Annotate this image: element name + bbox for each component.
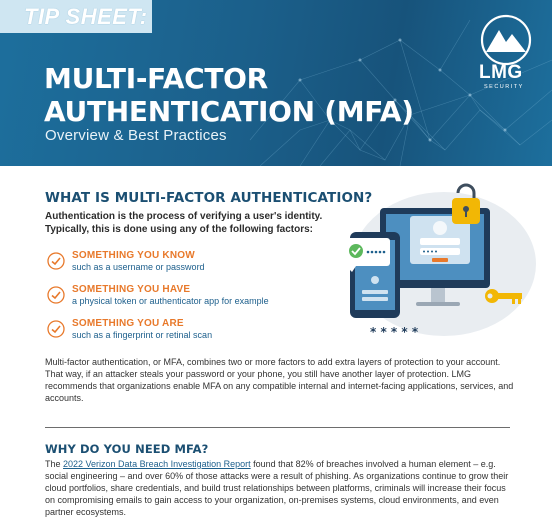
check-circle-icon [47, 252, 65, 270]
factor-description: a physical token or authenticator app for example [72, 296, 269, 306]
factor-title: SOMETHING YOU KNOW [72, 250, 195, 261]
mfa-explanation-paragraph: Multi-factor authentication, or MFA, combines two or more factors to add extra layers of protection to your account. That way, if an attacker steals your password or your phone, you still have another layer of protection. LMG recommends that organizations enable MFA on any compatible internal and internet-facing applications, services, and accounts. [45, 357, 514, 403]
intro-line-2: Typically, this is done using any of the following factors: [45, 224, 313, 235]
page-title [44, 62, 414, 128]
logo-subtext: SECURITY [484, 84, 524, 90]
logo-text: LMG [479, 62, 523, 83]
mfa-illustration [336, 178, 536, 338]
phone-icon [342, 232, 400, 318]
title-line-1: MULTI-FACTOR [44, 62, 268, 95]
header-banner [0, 0, 552, 166]
section-heading-what-is-mfa: WHAT IS MULTI-FACTOR AUTHENTICATION? [45, 190, 373, 206]
tip-sheet-tag [0, 0, 152, 33]
factor-description: such as a fingerprint or retinal scan [72, 330, 213, 340]
factor-title: SOMETHING YOU HAVE [72, 284, 191, 295]
check-circle-icon [47, 286, 65, 304]
why-mfa-paragraph [45, 458, 515, 518]
check-circle-icon [47, 320, 65, 338]
intro-line-1: Authentication is the process of verifying a user's identity. [45, 211, 323, 222]
why-mfa-prefix: The [45, 459, 64, 469]
page-subtitle: Overview & Best Practices [45, 127, 227, 144]
factor-title: SOMETHING YOU ARE [72, 318, 184, 329]
verizon-report-link[interactable]: 2022 Verizon Data Breach Investigation Report [63, 459, 251, 469]
title-line-2: AUTHENTICATION (MFA) [44, 95, 414, 128]
section-divider [45, 427, 510, 428]
padlock-icon [452, 185, 480, 224]
intro-text [45, 210, 335, 236]
password-mask-text: * * * * * [370, 325, 419, 338]
section-heading-why-mfa: WHY DO YOU NEED MFA? [45, 442, 209, 456]
factor-description: such as a username or password [72, 262, 205, 272]
why-mfa-text: found that 82% of breaches involved a human element – e.g. social engineering – and over 60% of those attacks were a result of phishing. As organizations continue to grow their cloud portfolios, share credentials, and build trust relationships between platforms, criminals will increase their focus on compromising emails to gain access to your organization, on-premises systems, cloud environments, and even partner ecosystems. [45, 459, 509, 517]
tip-sheet-label: TIP SHEET: [24, 4, 148, 29]
